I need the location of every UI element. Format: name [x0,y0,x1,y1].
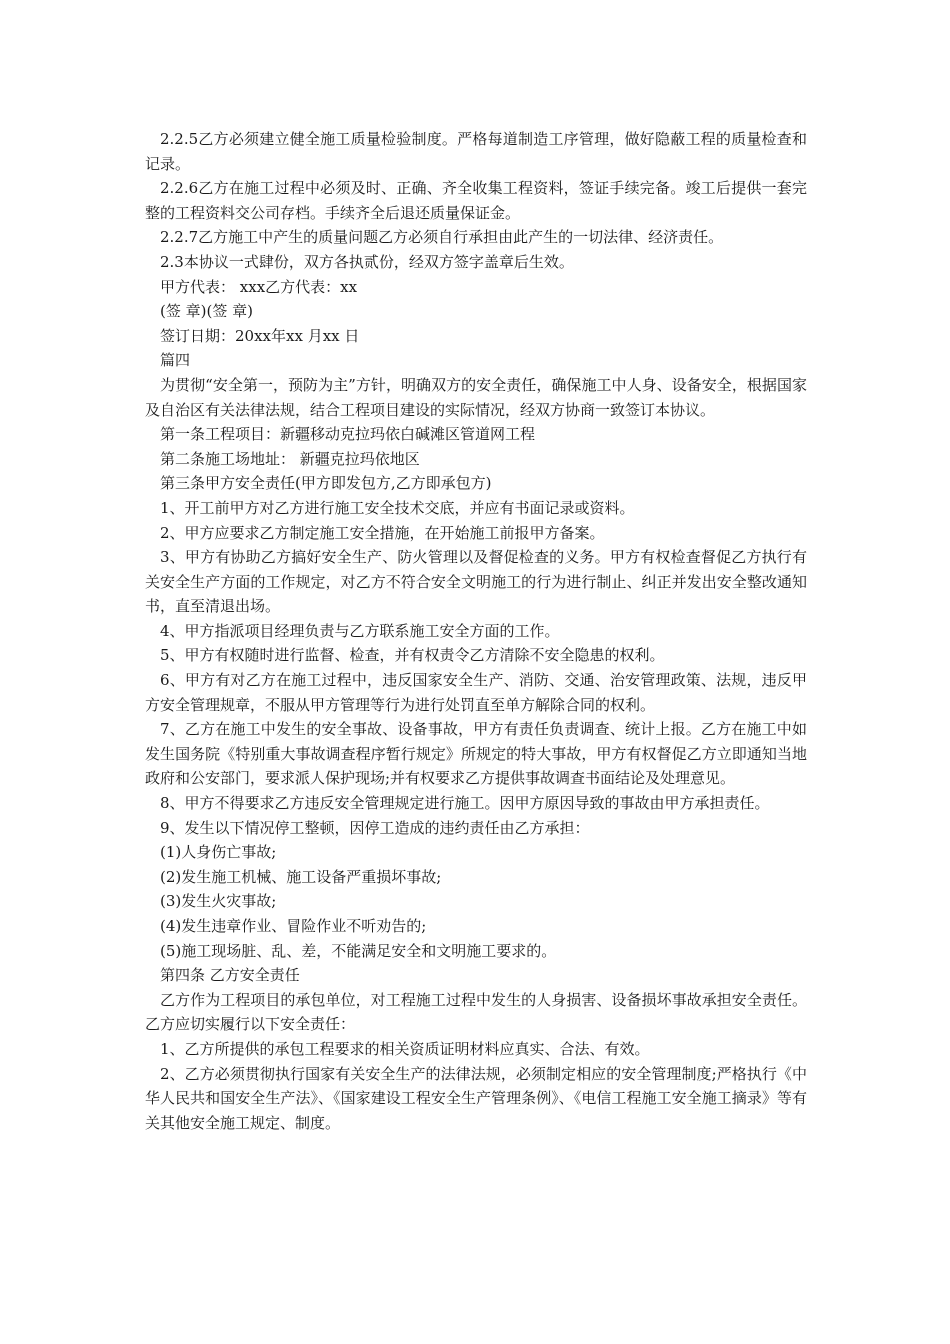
sub-list-item: (2)发生施工机械、施工设备严重损坏事故; [160,867,442,886]
list-item: 1、乙方所提供的承包工程要求的相关资质证明材料应真实、合法、有效。 [160,1039,650,1058]
document-body [145,127,807,1135]
paragraph: 2.2.5乙方必须建立健全施工质量检验制度。严格每道制造工序管理，做好隐蔽工程的质量检查和记录。 [145,130,807,173]
list-item: 3、甲方有协助乙方搞好安全生产、防火管理以及督促检查的义务。甲方有权检查督促乙方执行有关安全生产方面的工作规定，对乙方不符合安全文明施工的行为进行制止、纠正并发出安全整改通知书，直至清退出场。 [145,548,807,616]
paragraph: 2.2.6乙方在施工过程中必须及时、正确、齐全收集工程资料，签证手续完备。竣工后提供一套完整的工程资料交公司存档。手续齐全后退还质量保证金。 [145,179,807,222]
article-heading: 第一条工程项目：新疆移动克拉玛依白碱滩区管道网工程 [160,425,536,444]
sub-list-item: (5)施工现场脏、乱、差，不能满足安全和文明施工要求的。 [160,941,557,960]
list-item: 2、甲方应要求乙方制定施工安全措施，在开始施工前报甲方备案。 [160,523,605,542]
article-heading: 第四条 乙方安全责任 [160,966,300,985]
sub-list-item: (4)发生违章作业、冒险作业不听劝告的; [160,917,427,935]
paragraph: 乙方作为工程项目的承包单位，对工程施工过程中发生的人身损害、设备损坏事故承担安全责任。乙方应切实履行以下安全责任： [145,990,807,1034]
paragraph: 2.3本协议一式肆份，双方各执贰份，经双方签字盖章后生效。 [160,252,574,271]
sub-list-item: (3)发生火灾事故; [160,892,277,911]
list-item: 5、甲方有权随时进行监督、检查，并有权责令乙方清除不安全隐患的权利。 [160,646,665,665]
paragraph: 为贯彻“安全第一，预防为主”方针，明确双方的安全责任，确保施工中人身、设备安全，根据国家及自治区有关法律法规，结合工程项目建设的实际情况，经双方协商一致签订本协议。 [145,375,807,419]
signing-date: 签订日期：20xx年xx 月xx 日 [160,326,360,345]
section-heading: 篇四 [160,351,191,370]
list-item: 6、甲方有对乙方在施工过程中，违反国家安全生产、消防、交通、治安管理政策、法规，违反甲方安全管理规章，不服从甲方管理等行为进行处罚直至单方解除合同的权利。 [145,671,807,714]
list-item: 4、甲方指派项目经理负责与乙方联系施工安全方面的工作。 [160,621,560,640]
paragraph: 2.2.7乙方施工中产生的质量问题乙方必须自行承担由此产生的一切法律、经济责任。 [160,228,724,247]
list-item: 2、乙方必须贯彻执行国家有关安全生产的法律法规，必须制定相应的安全管理制度;严格执行《中华人民共和国安全生产法》、《国家建设工程安全生产管理条例》、《电信工程施工安全施工摘录》等有关其他安全施工规定、制度。 [145,1064,807,1132]
list-item: 8、甲方不得要求乙方违反安全管理规定进行施工。因甲方原因导致的事故由甲方承担责任。 [160,794,770,813]
list-item: 9、发生以下情况停工整顿，因停工造成的违约责任由乙方承担： [160,818,590,837]
article-heading: 第三条甲方安全责任(甲方即发包方,乙方即承包方) [160,474,492,493]
signature-line: 甲方代表： xxx乙方代表：xx [160,277,358,296]
list-item: 1、开工前甲方对乙方进行施工安全技术交底，并应有书面记录或资料。 [160,498,635,517]
sub-list-item: (1)人身伤亡事故; [160,843,277,862]
seal-line: (签 章)(签 章) [160,302,253,321]
article-heading: 第二条施工场地址： 新疆克拉玛依地区 [160,449,420,468]
list-item: 7、乙方在施工中发生的安全事故、设备事故，甲方有责任负责调查、统计上报。乙方在施工中如发生国务院《特别重大事故调查程序暂行规定》所规定的特大事故，甲方有权督促乙方立即通知当地政府和公安部门，要求派人保护现场;并有权要求乙方提供事故调查书面结论及处理意见。 [145,720,807,788]
